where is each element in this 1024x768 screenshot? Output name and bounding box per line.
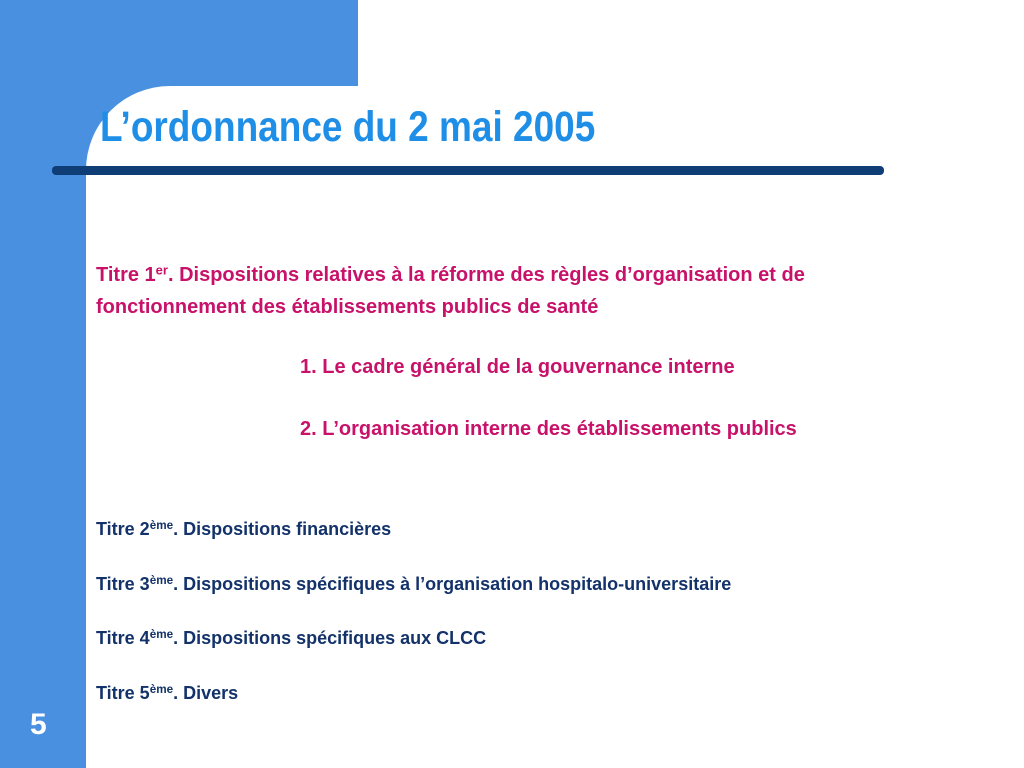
titre3-line: [96, 574, 731, 595]
titre5-prefix: Titre 5: [96, 683, 150, 703]
titre1-line1: [96, 264, 805, 287]
titre5-sup: ème: [149, 683, 174, 697]
slide-number: 5: [30, 708, 47, 741]
titre2-prefix: Titre 2: [96, 519, 150, 539]
titre1-sup: er: [155, 262, 168, 278]
titre4-line: [96, 628, 486, 649]
titre1-item-1: 1. Le cadre général de la gouvernance interne: [300, 356, 735, 378]
titre4-sup: ème: [149, 628, 174, 642]
titre4-prefix: Titre 4: [96, 628, 150, 648]
titre1-item-2: 2. L’organisation interne des établissements publics: [300, 418, 797, 440]
titre1-text-line1: . Dispositions relatives à la réforme des règles d’organisation et de: [167, 264, 805, 286]
titre2-text: . Dispositions financières: [173, 519, 392, 539]
titre3-sup: ème: [149, 574, 174, 588]
titre2-sup: ème: [149, 519, 174, 533]
titre5-text: . Divers: [173, 683, 239, 703]
titre5-line: [96, 683, 238, 704]
titre3-text: . Dispositions spécifiques à l’organisation hospitalo-universitaire: [173, 574, 732, 594]
titre1-text-line2: fonctionnement des établissements publics de santé: [96, 296, 599, 318]
titre2-line: [96, 519, 391, 540]
titre1-prefix: Titre 1: [96, 264, 156, 286]
titre3-prefix: Titre 3: [96, 574, 150, 594]
page-title: L’ordonnance du 2 mai 2005: [100, 103, 596, 151]
title-underline: [52, 166, 884, 175]
titre4-text: . Dispositions spécifiques aux CLCC: [173, 628, 487, 648]
